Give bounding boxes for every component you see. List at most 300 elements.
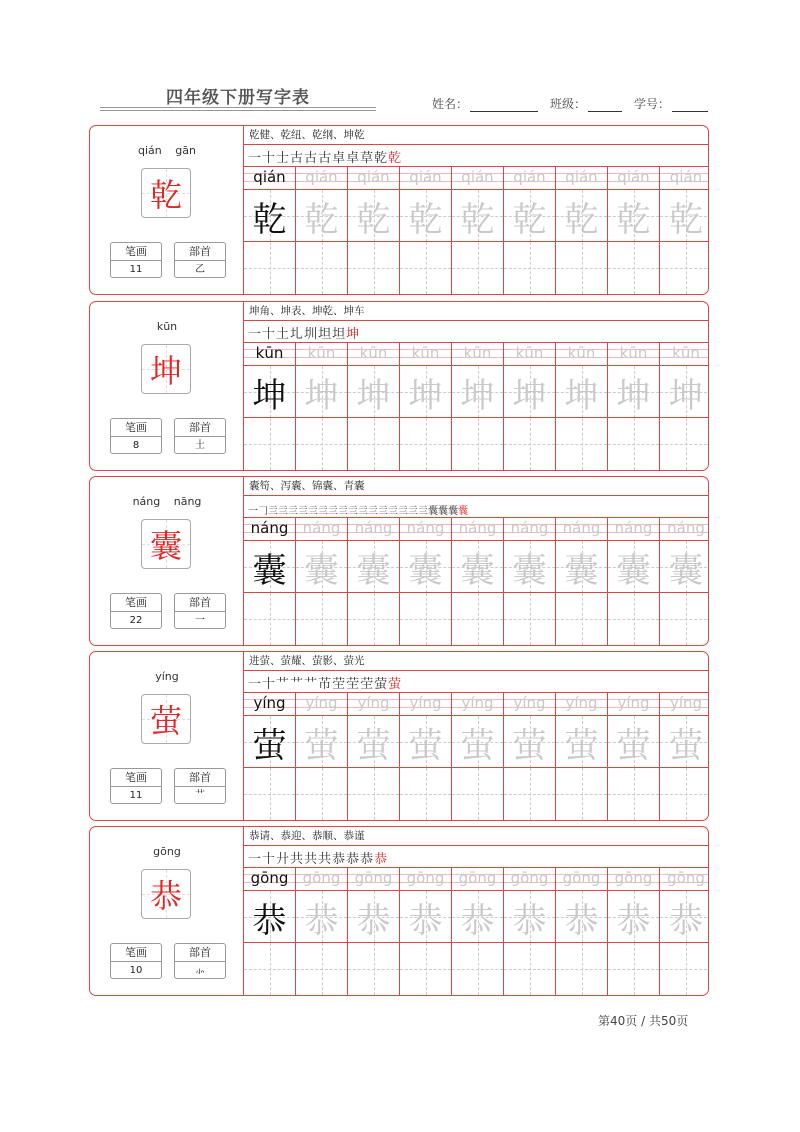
stroke-step: 十 <box>262 327 276 342</box>
character-cell[interactable] <box>660 540 709 593</box>
practice-column[interactable] <box>452 867 504 995</box>
character-cell[interactable] <box>296 365 347 418</box>
stroke-step: 卓 <box>346 151 360 166</box>
pinyin-practice: yíng <box>513 694 546 712</box>
blank-writing-cell[interactable] <box>504 417 555 470</box>
pinyin-practice: yíng <box>669 694 703 712</box>
pinyin-practice: gōng <box>510 869 549 887</box>
character-cell[interactable] <box>608 540 659 593</box>
pinyin-cell <box>348 867 399 890</box>
pinyin-practice: qián <box>461 168 494 186</box>
stroke-order <box>248 848 388 867</box>
pinyin-practice: gōng <box>562 869 601 887</box>
character-display <box>141 694 191 744</box>
blank-writing-cell[interactable] <box>660 417 709 470</box>
stroke-count-value: 11 <box>129 264 143 275</box>
character-cell[interactable] <box>296 189 347 242</box>
practice-column[interactable] <box>660 692 709 820</box>
blank-writing-cell[interactable] <box>556 767 607 820</box>
character-practice: 恭 <box>669 900 703 941</box>
pinyin-cell <box>660 342 709 365</box>
stroke-step: 共 <box>304 852 318 867</box>
practice-column[interactable] <box>660 867 709 995</box>
blank-writing-cell[interactable] <box>296 241 347 294</box>
blank-writing-cell[interactable] <box>348 767 399 820</box>
stroke-step: 艹 <box>290 677 304 692</box>
blank-writing-cell[interactable] <box>504 767 555 820</box>
stroke-step: 共 <box>290 852 304 867</box>
name-field[interactable] <box>470 99 538 112</box>
pinyin-cell <box>608 867 659 890</box>
blank-writing-cell[interactable] <box>660 592 709 645</box>
practice-column[interactable] <box>556 166 608 294</box>
id-label: 学号： <box>634 97 671 111</box>
pinyin-practice: yíng <box>617 694 650 712</box>
blank-writing-cell[interactable] <box>400 592 451 645</box>
practice-column[interactable] <box>296 166 348 294</box>
stroke-order-row <box>244 320 708 343</box>
pinyin-practice: gōng <box>302 869 341 887</box>
character-cell[interactable] <box>556 189 607 242</box>
pinyin-practice: náng <box>667 519 705 537</box>
character-cell[interactable] <box>400 189 451 242</box>
blank-writing-cell[interactable] <box>400 767 451 820</box>
character-practice: 恭 <box>460 900 495 941</box>
pinyin-practice: kūn <box>619 344 648 362</box>
pinyin-practice: yíng <box>253 694 286 712</box>
character-cell[interactable] <box>556 890 607 943</box>
pinyin-cell <box>348 517 399 540</box>
character-cell[interactable] <box>660 189 709 242</box>
blank-writing-cell[interactable] <box>556 592 607 645</box>
practice-column[interactable] <box>556 692 608 820</box>
character-display <box>141 168 191 218</box>
pinyin-cell <box>296 166 347 189</box>
practice-column[interactable] <box>348 692 400 820</box>
character-practice: 乾 <box>304 199 339 240</box>
character-practice: 乾 <box>252 199 287 240</box>
pinyin-cell <box>660 867 709 890</box>
radical-box <box>174 418 226 454</box>
character-practice: 坤 <box>356 375 391 416</box>
character-cell[interactable] <box>452 890 503 943</box>
pinyin-practice: gōng <box>667 869 705 887</box>
practice-column[interactable] <box>348 342 400 470</box>
character-cell[interactable] <box>348 540 399 593</box>
pinyin-practice: kūn <box>515 344 544 362</box>
pinyin-cell <box>400 342 451 365</box>
pinyin-practice: qián <box>409 168 442 186</box>
character-card <box>89 651 709 821</box>
stroke-order-row <box>244 670 708 693</box>
character-cell[interactable] <box>244 890 295 943</box>
blank-writing-cell[interactable] <box>608 942 659 995</box>
blank-writing-cell[interactable] <box>348 241 399 294</box>
practice-column[interactable] <box>296 342 348 470</box>
character-cell[interactable] <box>244 715 295 768</box>
stroke-step: 恭 <box>346 852 360 867</box>
stroke-step: 一 <box>248 677 262 692</box>
character-red: 恭 <box>149 877 182 915</box>
practice-column[interactable] <box>452 517 504 645</box>
character-practice: 恭 <box>356 900 391 941</box>
practice-column[interactable] <box>296 867 348 995</box>
stroke-count-box <box>110 943 162 979</box>
practice-grid <box>244 517 708 645</box>
practice-grid <box>244 166 708 294</box>
practice-column[interactable] <box>504 517 556 645</box>
stroke-step: 芇 <box>318 677 332 692</box>
practice-column[interactable] <box>556 517 608 645</box>
blank-writing-cell[interactable] <box>608 241 659 294</box>
word-examples: 坤角、坤表、坤乾、坤车 <box>244 302 708 321</box>
pinyin-practice: gōng <box>354 869 393 887</box>
stroke-count-label: 笔画 <box>111 419 161 437</box>
character-cell[interactable] <box>244 365 295 418</box>
practice-column[interactable] <box>244 166 296 294</box>
stroke-step: 十 <box>262 852 276 867</box>
character-practice: 囊 <box>304 550 339 591</box>
stroke-step: 亖 <box>288 506 298 517</box>
name-label: 姓名： <box>432 97 469 111</box>
practice-column[interactable] <box>504 692 556 820</box>
character-practice: 萤 <box>356 725 391 766</box>
stroke-step: 坤 <box>346 327 360 342</box>
practice-column[interactable] <box>452 166 504 294</box>
character-cell[interactable] <box>296 540 347 593</box>
character-cell[interactable] <box>660 715 709 768</box>
character-cell[interactable] <box>400 890 451 943</box>
blank-writing-cell[interactable] <box>660 241 709 294</box>
blank-writing-cell[interactable] <box>296 767 347 820</box>
pinyin-practice: náng <box>562 519 601 537</box>
stroke-step: 茔 <box>360 677 374 692</box>
pinyin-practice: náng <box>510 519 549 537</box>
character-cell[interactable] <box>452 540 503 593</box>
blank-writing-cell[interactable] <box>400 417 451 470</box>
stroke-step: 艹 <box>276 677 290 692</box>
blank-writing-cell[interactable] <box>504 942 555 995</box>
character-practice: 囊 <box>408 550 443 591</box>
pinyin-cell <box>244 342 295 365</box>
character-cell[interactable] <box>504 365 555 418</box>
blank-writing-cell[interactable] <box>452 417 503 470</box>
stroke-count-box <box>110 242 162 278</box>
character-practice: 恭 <box>252 900 287 941</box>
character-practice: 乾 <box>356 199 391 240</box>
pinyin-practice: qián <box>617 168 650 186</box>
blank-writing-cell[interactable] <box>244 767 295 820</box>
practice-column[interactable] <box>244 867 296 995</box>
blank-writing-cell[interactable] <box>452 942 503 995</box>
practice-column[interactable] <box>608 342 660 470</box>
pinyin-practice: yíng <box>409 694 442 712</box>
blank-writing-cell[interactable] <box>660 942 709 995</box>
stroke-order <box>248 323 360 342</box>
stroke-step: 囊 <box>458 506 468 517</box>
pinyin-cell <box>660 166 709 189</box>
practice-grid <box>244 867 708 995</box>
pinyin-cell <box>452 166 503 189</box>
blank-writing-cell[interactable] <box>452 241 503 294</box>
card-pinyin: qián gān <box>138 144 196 157</box>
pinyin-cell <box>400 867 451 890</box>
practice-column[interactable] <box>244 692 296 820</box>
character-cell[interactable] <box>660 365 709 418</box>
character-display <box>141 344 191 394</box>
practice-column[interactable] <box>348 517 400 645</box>
stroke-count-box <box>110 768 162 804</box>
stroke-count-box <box>110 593 162 629</box>
pinyin-cell <box>400 166 451 189</box>
practice-panel <box>244 827 708 995</box>
practice-panel <box>244 126 708 294</box>
practice-column[interactable] <box>504 867 556 995</box>
stroke-step: 艹 <box>304 677 318 692</box>
class-label: 班级： <box>550 97 587 111</box>
stroke-step: 亖 <box>298 506 308 517</box>
character-cell[interactable] <box>452 189 503 242</box>
stroke-step: 亖 <box>408 506 418 517</box>
blank-writing-cell[interactable] <box>608 767 659 820</box>
character-cell[interactable] <box>452 715 503 768</box>
pinyin-cell <box>556 867 607 890</box>
blank-writing-cell[interactable] <box>348 417 399 470</box>
stroke-step: 十 <box>262 677 276 692</box>
radical-label: 部首 <box>175 944 225 962</box>
character-practice: 坤 <box>564 375 599 416</box>
character-cell[interactable] <box>296 715 347 768</box>
practice-column[interactable] <box>452 342 504 470</box>
practice-column[interactable] <box>400 517 452 645</box>
character-cell[interactable] <box>556 715 607 768</box>
pinyin-cell <box>504 342 555 365</box>
radical-box <box>174 242 226 278</box>
practice-panel <box>244 652 708 820</box>
stroke-step: 古 <box>318 151 332 166</box>
pinyin-cell <box>660 517 709 540</box>
blank-writing-cell[interactable] <box>660 767 709 820</box>
character-cell[interactable] <box>348 365 399 418</box>
blank-writing-cell[interactable] <box>296 942 347 995</box>
practice-column[interactable] <box>608 692 660 820</box>
stroke-step: 亖 <box>348 506 358 517</box>
character-cell[interactable] <box>504 189 555 242</box>
practice-column[interactable] <box>296 692 348 820</box>
character-card <box>89 125 709 295</box>
blank-writing-cell[interactable] <box>608 417 659 470</box>
character-display <box>141 869 191 919</box>
blank-writing-cell[interactable] <box>244 592 295 645</box>
blank-writing-cell[interactable] <box>608 592 659 645</box>
practice-panel <box>244 477 708 645</box>
practice-column[interactable] <box>608 867 660 995</box>
character-practice: 萤 <box>304 725 339 766</box>
practice-column[interactable] <box>400 692 452 820</box>
character-practice: 萤 <box>669 725 703 766</box>
stroke-step: 亖 <box>378 506 388 517</box>
blank-writing-cell[interactable] <box>244 942 295 995</box>
character-info-panel <box>90 477 244 645</box>
character-practice: 坤 <box>408 375 443 416</box>
pinyin-cell <box>296 867 347 890</box>
pinyin-cell <box>660 692 709 715</box>
character-practice: 坤 <box>460 375 495 416</box>
stroke-order <box>248 673 402 692</box>
blank-writing-cell[interactable] <box>452 767 503 820</box>
pinyin-practice: náng <box>406 519 445 537</box>
character-cell[interactable] <box>608 365 659 418</box>
class-field[interactable] <box>588 99 622 112</box>
character-practice: 萤 <box>512 725 547 766</box>
practice-column[interactable] <box>244 517 296 645</box>
character-display <box>141 519 191 569</box>
stroke-step: 亖 <box>388 506 398 517</box>
stroke-step: 亖 <box>418 506 428 517</box>
radical-value: 乙 <box>195 264 205 275</box>
blank-writing-cell[interactable] <box>296 592 347 645</box>
pinyin-practice: qián <box>305 168 338 186</box>
character-practice: 恭 <box>408 900 443 941</box>
stroke-step: 乾 <box>374 151 388 166</box>
character-cell[interactable] <box>244 189 295 242</box>
character-practice: 乾 <box>512 199 547 240</box>
practice-column[interactable] <box>504 166 556 294</box>
pinyin-practice: náng <box>614 519 653 537</box>
radical-box <box>174 768 226 804</box>
practice-column[interactable] <box>400 867 452 995</box>
stroke-count-value: 22 <box>129 615 143 626</box>
stroke-step: 亖 <box>278 506 288 517</box>
character-practice: 萤 <box>252 725 287 766</box>
pinyin-cell <box>348 342 399 365</box>
practice-column[interactable] <box>296 517 348 645</box>
radical-value: ⺗ <box>195 965 205 976</box>
character-cell[interactable] <box>348 890 399 943</box>
blank-writing-cell[interactable] <box>504 241 555 294</box>
pinyin-practice: qián <box>357 168 390 186</box>
pinyin-practice: gōng <box>250 869 289 887</box>
blank-writing-cell[interactable] <box>296 417 347 470</box>
stroke-step: 圠 <box>290 327 304 342</box>
character-cell[interactable] <box>452 365 503 418</box>
pinyin-cell <box>556 692 607 715</box>
stroke-step: 古 <box>304 151 318 166</box>
stroke-step: 古 <box>290 151 304 166</box>
character-red: 囊 <box>149 527 182 565</box>
stroke-step: 土 <box>276 327 290 342</box>
character-red: 坤 <box>149 352 182 390</box>
character-practice: 乾 <box>408 199 443 240</box>
stroke-step: 一 <box>248 506 258 517</box>
character-cell[interactable] <box>348 189 399 242</box>
blank-writing-cell[interactable] <box>556 417 607 470</box>
practice-column[interactable] <box>400 166 452 294</box>
character-cell[interactable] <box>556 365 607 418</box>
character-cell[interactable] <box>504 890 555 943</box>
character-practice: 萤 <box>408 725 443 766</box>
practice-column[interactable] <box>244 342 296 470</box>
character-cell[interactable] <box>608 189 659 242</box>
character-cell[interactable] <box>608 715 659 768</box>
blank-writing-cell[interactable] <box>348 592 399 645</box>
character-cell[interactable] <box>556 540 607 593</box>
character-red: 萤 <box>149 702 182 740</box>
practice-column[interactable] <box>504 342 556 470</box>
blank-writing-cell[interactable] <box>400 942 451 995</box>
blank-writing-cell[interactable] <box>556 241 607 294</box>
practice-column[interactable] <box>660 517 709 645</box>
character-cell[interactable] <box>296 890 347 943</box>
character-practice: 恭 <box>304 900 339 941</box>
stroke-count-value: 10 <box>129 965 143 976</box>
blank-writing-cell[interactable] <box>452 592 503 645</box>
radical-value: 一 <box>195 615 205 626</box>
character-cell[interactable] <box>608 890 659 943</box>
character-info-panel <box>90 827 244 995</box>
character-practice: 囊 <box>252 550 287 591</box>
character-practice: 乾 <box>564 199 599 240</box>
practice-column[interactable] <box>556 342 608 470</box>
character-cell[interactable] <box>504 715 555 768</box>
pinyin-practice: gōng <box>614 869 653 887</box>
character-practice: 囊 <box>669 550 703 591</box>
character-cell[interactable] <box>348 715 399 768</box>
stroke-step: 一 <box>248 151 262 166</box>
card-pinyin: gōng <box>153 845 181 858</box>
character-cell[interactable] <box>400 365 451 418</box>
character-cell[interactable] <box>504 540 555 593</box>
pinyin-cell <box>608 692 659 715</box>
pinyin-cell <box>400 692 451 715</box>
blank-writing-cell[interactable] <box>400 241 451 294</box>
practice-column[interactable] <box>348 166 400 294</box>
radical-label: 部首 <box>175 243 225 261</box>
practice-column[interactable] <box>608 517 660 645</box>
blank-writing-cell[interactable] <box>348 942 399 995</box>
character-cell[interactable] <box>660 890 709 943</box>
blank-writing-cell[interactable] <box>556 942 607 995</box>
blank-writing-cell[interactable] <box>244 241 295 294</box>
stroke-step: 茔 <box>332 677 346 692</box>
id-field[interactable] <box>672 99 708 112</box>
character-cell[interactable] <box>400 715 451 768</box>
pinyin-practice: kūn <box>672 344 700 362</box>
practice-column[interactable] <box>400 342 452 470</box>
character-practice: 囊 <box>564 550 599 591</box>
practice-column[interactable] <box>348 867 400 995</box>
character-cell[interactable] <box>400 540 451 593</box>
stroke-count-label: 笔画 <box>111 769 161 787</box>
practice-column[interactable] <box>452 692 504 820</box>
radical-value: 土 <box>195 440 205 451</box>
radical-label: 部首 <box>175 419 225 437</box>
character-practice: 坤 <box>304 375 339 416</box>
blank-writing-cell[interactable] <box>504 592 555 645</box>
stroke-step: 一 <box>248 327 262 342</box>
character-cell[interactable] <box>244 540 295 593</box>
stroke-step: 亖 <box>328 506 338 517</box>
card-pinyin: yíng <box>155 670 179 683</box>
practice-column[interactable] <box>556 867 608 995</box>
radical-box <box>174 593 226 629</box>
practice-column[interactable] <box>660 166 709 294</box>
practice-column[interactable] <box>608 166 660 294</box>
stroke-step: 囊 <box>438 506 448 517</box>
practice-column[interactable] <box>660 342 709 470</box>
blank-writing-cell[interactable] <box>244 417 295 470</box>
pinyin-cell <box>244 517 295 540</box>
